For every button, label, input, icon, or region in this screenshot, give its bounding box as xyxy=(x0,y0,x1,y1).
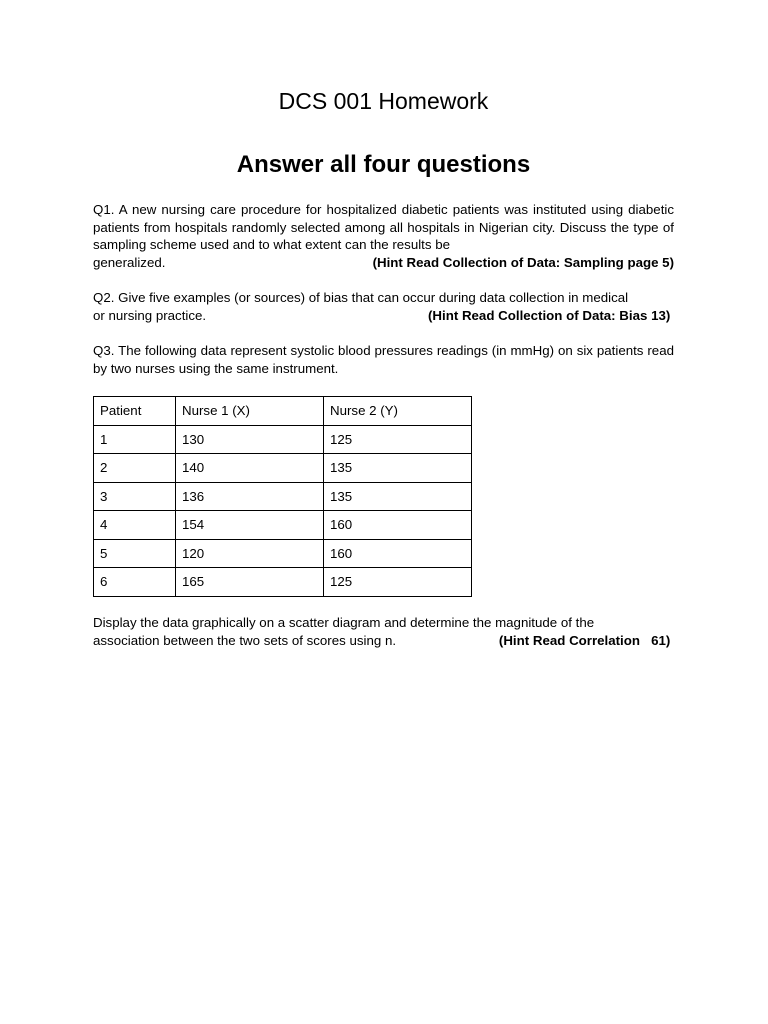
nurse-2-cell: 160 xyxy=(324,539,472,568)
table-row xyxy=(94,539,472,568)
question-2-text-end: or nursing practice. xyxy=(93,307,207,323)
table-row xyxy=(94,425,472,454)
question-3-intro: Q3. The following data represent systolic blood pressures readings (in mmHg) on six patients read by two nurses using the same instrument. xyxy=(93,343,674,376)
question-3-followup-text: Display the data graphically on a scatter diagram and determine the magnitude of the xyxy=(93,615,595,630)
table-row xyxy=(94,454,472,483)
table-row xyxy=(94,482,472,511)
document-title: DCS 001 Homework xyxy=(278,88,489,114)
question-2-hint: (Hint Read Collection of Data: Bias 13) xyxy=(427,307,674,323)
question-1-hint: (Hint Read Collection of Data: Sampling page 5) xyxy=(372,254,674,270)
patient-cell: 2 xyxy=(94,454,176,483)
nurse-2-cell: 160 xyxy=(324,511,472,540)
question-3-followup xyxy=(93,614,674,649)
nurse-1-cell: 140 xyxy=(176,454,324,483)
table-header-row xyxy=(94,397,472,426)
blood-pressure-table xyxy=(93,396,472,597)
nurse-1-cell: 120 xyxy=(176,539,324,568)
question-1-text: Q1. A new nursing care procedure for hospitalized diabetic patients was instituted using diabetic patients from hospitals randomly selected among all hospitals in Nigerian city. Discuss the type of sampling scheme used and to what extent can the results be xyxy=(93,202,674,252)
column-header-nurse-2: Nurse 2 (Y) xyxy=(324,397,472,426)
question-1-text-end: generalized. xyxy=(93,254,166,270)
patient-cell: 6 xyxy=(94,568,176,597)
question-2 xyxy=(93,289,674,324)
nurse-1-cell: 136 xyxy=(176,482,324,511)
table-row xyxy=(94,511,472,540)
question-3 xyxy=(93,342,674,377)
question-2-last-line xyxy=(93,307,674,325)
question-3-followup-text-end: association between the two sets of scores using n. xyxy=(93,632,397,648)
column-header-patient: Patient xyxy=(94,397,176,426)
nurse-2-cell: 135 xyxy=(324,482,472,511)
question-2-text: Q2. Give five examples (or sources) of bias that can occur during data collection in medical xyxy=(93,290,629,305)
column-header-nurse-1: Nurse 1 (X) xyxy=(176,397,324,426)
nurse-2-cell: 135 xyxy=(324,454,472,483)
document-subtitle: Answer all four questions xyxy=(236,151,531,178)
patient-cell: 3 xyxy=(94,482,176,511)
question-3-hint: (Hint Read Correlation 61) xyxy=(498,632,674,648)
nurse-1-cell: 130 xyxy=(176,425,324,454)
nurse-1-cell: 154 xyxy=(176,511,324,540)
question-3-followup-last-line xyxy=(93,632,674,650)
patient-cell: 1 xyxy=(94,425,176,454)
patient-cell: 4 xyxy=(94,511,176,540)
question-1 xyxy=(93,201,674,271)
nurse-2-cell: 125 xyxy=(324,425,472,454)
nurse-2-cell: 125 xyxy=(324,568,472,597)
patient-cell: 5 xyxy=(94,539,176,568)
nurse-1-cell: 165 xyxy=(176,568,324,597)
table-row xyxy=(94,568,472,597)
question-1-last-line xyxy=(93,254,674,272)
